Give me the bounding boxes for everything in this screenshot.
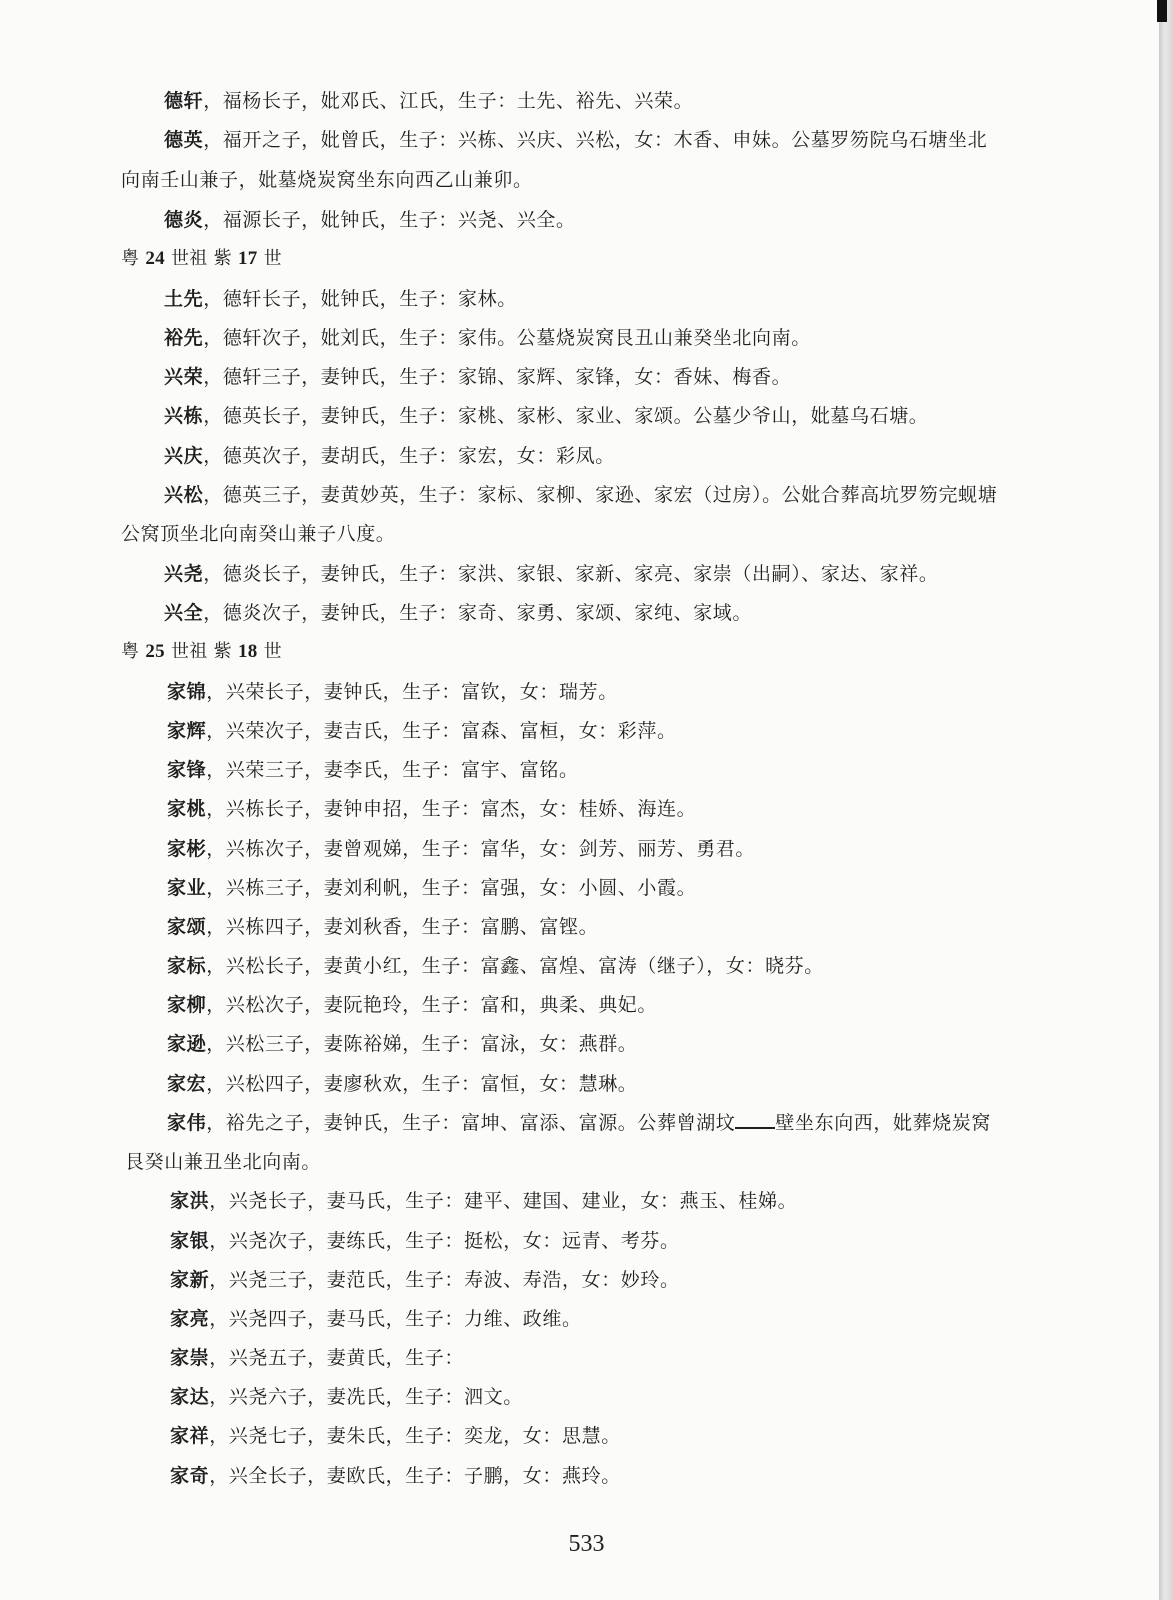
entry-text: ，兴尧次子，妻练氏，生子：挺松，女：远青、考芬。 [209, 1230, 680, 1252]
entry-line [167, 1110, 991, 1136]
person-name: 家银 [170, 1230, 210, 1252]
entry-text: ，兴荣次子，妻吉氏，生子：富森、富桓，女：彩萍。 [206, 720, 677, 742]
entry-text: ，兴荣三子，妻李氏，生子：富宇、富铭。 [206, 759, 579, 781]
entry-text: ，兴栋三子，妻刘利帆，生子：富强，女：小圆、小霞。 [206, 877, 697, 899]
entry-line [167, 836, 755, 862]
heading-middle: 世祖 紫 [170, 641, 232, 662]
entry-line [164, 561, 939, 587]
entry-text: ，兴尧三子，妻范氏，生子：寿波、寿浩，女：妙玲。 [209, 1269, 680, 1291]
entry-line [164, 364, 791, 390]
entry-continuation [121, 521, 395, 547]
heading-generation-number: 24 [145, 248, 165, 269]
entry-line [167, 1071, 637, 1097]
person-name: 家颂 [167, 916, 207, 938]
heading-middle: 世祖 紫 [170, 248, 232, 269]
entry-line [167, 796, 696, 822]
person-name: 家洪 [170, 1190, 210, 1212]
entry-line [167, 718, 677, 744]
entry-text: ，兴松四子，妻廖秋欢，生子：富恒，女：慧琳。 [206, 1073, 638, 1095]
entry-text: ，福源长子，妣钟氏，生子：兴尧、兴全。 [203, 209, 576, 231]
entry-line [170, 1423, 621, 1449]
entry-line [167, 875, 696, 901]
entry-line [170, 1463, 621, 1489]
entry-text: ，福开之子，妣曾氏，生子：兴栋、兴庆、兴松，女：木香、申妹。公墓罗笏院乌石塘坐北 [203, 129, 988, 151]
heading-suffix: 世 [263, 641, 282, 662]
generation-heading [121, 639, 282, 665]
entry-text: ，福杨长子，妣邓氏、江氏，生子：土先、裕先、兴荣。 [203, 90, 694, 112]
entry-text: ，兴松次子，妻阮艳玲，生子：富和，典柔、典妃。 [206, 994, 658, 1016]
entry-text: ，德英三子，妻黄妙英，生子：家标、家柳、家逊、家宏（过房）。公妣合葬高坑罗笏完蚬塘 [203, 484, 998, 506]
entry-text: ，德英长子，妻钟氏，生子：家桃、家彬、家业、家颂。公墓少爷山，妣墓乌石塘。 [203, 405, 929, 427]
entry-line [170, 1384, 523, 1410]
entry-text: ，裕先之子，妻钟氏，生子：富坤、富添、富源。公葬曾湖坟 [206, 1112, 736, 1134]
heading-prefix: 粤 [121, 248, 140, 269]
entry-text: ，德炎次子，妻钟氏，生子：家奇、家勇、家颂、家纯、家域。 [203, 602, 753, 624]
person-name: 家锦 [167, 681, 207, 703]
person-name: 家奇 [170, 1465, 210, 1487]
entry-line [170, 1345, 464, 1371]
entry-text-continued: 壁坐东向西，妣葬烧炭窝 [775, 1112, 992, 1134]
entry-text: ，兴栋长子，妻钟申招，生子：富杰，女：桂娇、海连。 [206, 798, 697, 820]
heading-branch-number: 17 [237, 248, 258, 269]
entry-text: ，兴荣长子，妻钟氏，生子：富钦，女：瑞芳。 [206, 681, 618, 703]
entry-line [164, 482, 997, 508]
entry-line [164, 600, 752, 626]
entry-text: ，兴尧六子，妻冼氏，生子：泗文。 [209, 1386, 523, 1408]
person-name: 兴荣 [164, 366, 204, 388]
person-name: 家辉 [167, 720, 207, 742]
entry-line [164, 286, 517, 312]
entry-line [167, 679, 618, 705]
entry-line [167, 953, 824, 979]
entry-continuation [125, 1149, 321, 1175]
person-name: 家伟 [167, 1112, 207, 1134]
entry-text: ，兴尧长子，妻马氏，生子：建平、建国、建业，女：燕玉、桂娣。 [209, 1190, 798, 1212]
entry-text: ，兴全长子，妻欧氏，生子：子鹏，女：燕玲。 [209, 1465, 621, 1487]
entry-text: ，兴尧四子，妻马氏，生子：力维、政维。 [209, 1308, 582, 1330]
entry-text: ，兴尧五子，妻黄氏，生子： [209, 1347, 465, 1369]
person-name: 家柳 [167, 994, 207, 1016]
entry-text: ，兴栋次子，妻曾观娣，生子：富华，女：剑芳、丽芳、勇君。 [206, 838, 756, 860]
entry-text: ，兴栋四子，妻刘秋香，生子：富鹏、富铿。 [206, 916, 599, 938]
generation-heading [121, 246, 282, 272]
heading-generation-number: 25 [145, 641, 165, 662]
entry-line [164, 127, 987, 153]
heading-suffix: 世 [263, 248, 282, 269]
entry-line [164, 403, 928, 429]
person-name: 家锋 [167, 759, 207, 781]
person-name: 家新 [170, 1269, 210, 1291]
entry-line [170, 1228, 680, 1254]
entry-line [170, 1267, 680, 1293]
entry-line [170, 1306, 582, 1332]
person-name: 家标 [167, 955, 207, 977]
entry-text: 公窝顶坐北向南癸山兼子八度。 [121, 523, 396, 545]
person-name: 家亮 [170, 1308, 210, 1330]
entry-text: ，兴松长子，妻黄小红，生子：富鑫、富煌、富涛（继子），女：晓芬。 [206, 955, 824, 977]
person-name: 兴松 [164, 484, 204, 506]
person-name: 家崇 [170, 1347, 210, 1369]
entry-continuation [121, 167, 533, 193]
person-name: 裕先 [164, 327, 204, 349]
person-name: 家逊 [167, 1033, 207, 1055]
entry-line [167, 914, 598, 940]
person-name: 德英 [164, 129, 204, 151]
person-name: 兴全 [164, 602, 204, 624]
person-name: 土先 [164, 288, 204, 310]
person-name: 德炎 [164, 209, 204, 231]
person-name: 兴栋 [164, 405, 204, 427]
person-name: 家宏 [167, 1073, 207, 1095]
entry-line [164, 207, 576, 233]
entry-line [164, 443, 615, 469]
entry-text: ，兴尧七子，妻朱氏，生子：奕龙，女：思慧。 [209, 1425, 621, 1447]
entry-line [167, 1031, 637, 1057]
entry-line [164, 88, 693, 114]
person-name: 家业 [167, 877, 207, 899]
heading-branch-number: 18 [237, 641, 258, 662]
person-name: 兴庆 [164, 445, 204, 467]
entry-line [170, 1188, 797, 1214]
person-name: 家彬 [167, 838, 207, 860]
entry-text: ，德炎长子，妻钟氏，生子：家洪、家银、家新、家亮、家崇（出嗣）、家达、家祥。 [203, 563, 939, 585]
blank-underline [735, 1110, 775, 1129]
heading-prefix: 粤 [121, 641, 140, 662]
entry-line [164, 325, 811, 351]
entry-text: 向南壬山兼子，妣墓烧炭窝坐东向西乙山兼卯。 [121, 169, 533, 191]
entry-text: ，兴松三子，妻陈裕娣，生子：富泳，女：燕群。 [206, 1033, 638, 1055]
page-number: 533 [568, 1531, 605, 1557]
person-name: 家达 [170, 1386, 210, 1408]
entry-text: ，德轩三子，妻钟氏，生子：家锦、家辉、家锋，女：香妹、梅香。 [203, 366, 792, 388]
entry-text: 艮癸山兼丑坐北向南。 [125, 1151, 322, 1173]
person-name: 兴尧 [164, 563, 204, 585]
entry-text: ，德英次子，妻胡氏，生子：家宏，女：彩凤。 [203, 445, 615, 467]
entry-text: ，德轩长子，妣钟氏，生子：家林。 [203, 288, 517, 310]
person-name: 德轩 [164, 90, 204, 112]
entry-line [167, 757, 579, 783]
entry-line [167, 992, 657, 1018]
person-name: 家桃 [167, 798, 207, 820]
person-name: 家祥 [170, 1425, 210, 1447]
entry-text: ，德轩次子，妣刘氏，生子：家伟。公墓烧炭窝艮丑山兼癸坐北向南。 [203, 327, 811, 349]
